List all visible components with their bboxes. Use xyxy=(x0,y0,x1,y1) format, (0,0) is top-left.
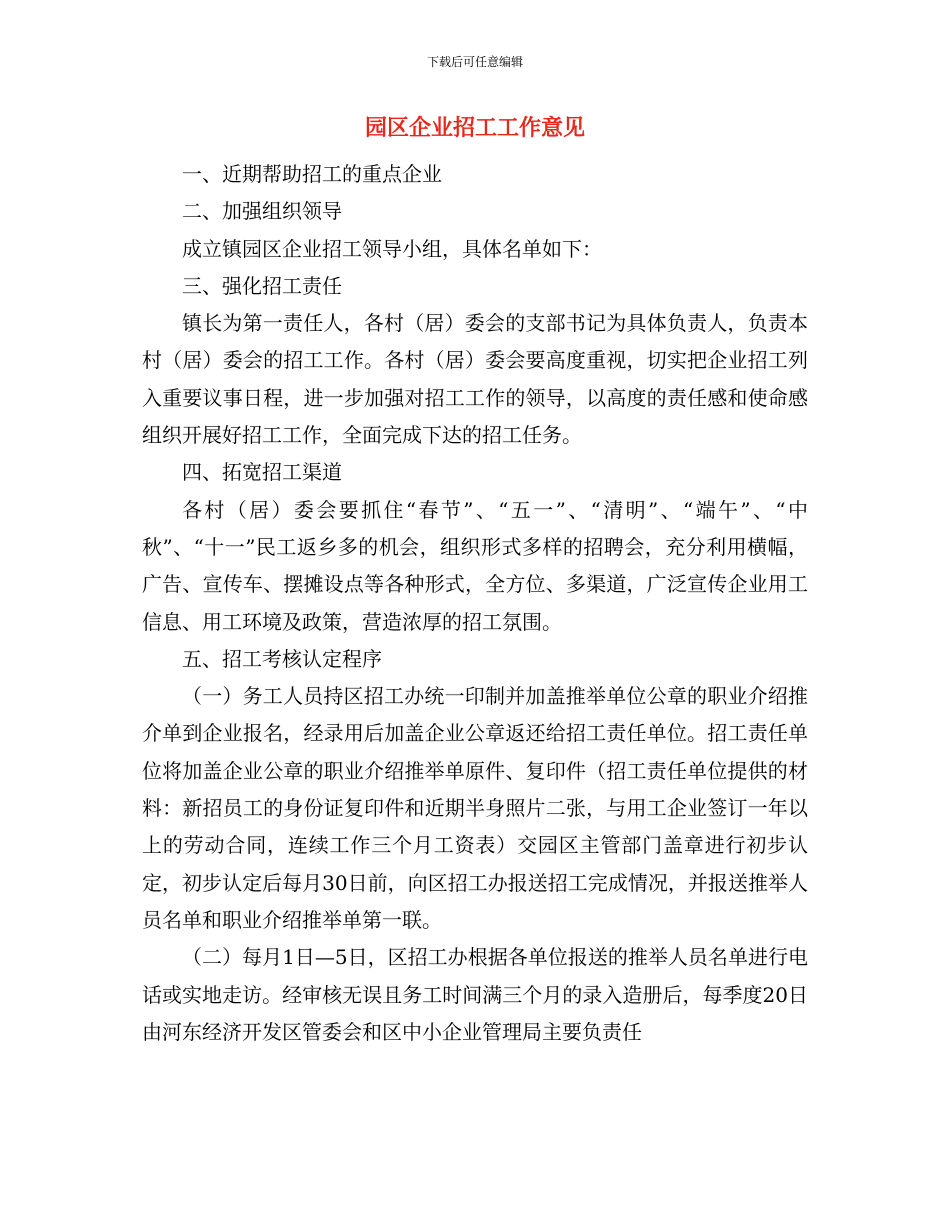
document-body xyxy=(142,156,808,1051)
paragraph-responsibility: 镇长为第一责任人，各村（居）委会的支部书记为具体负责人，负责本村（居）委会的招工工作。各村（居）委会要高度重视，切实把企业招工列入重要议事日程，进一步加强对招工工作的领导，以高度的责任感和使命感组织开展好招工工作，全面完成下达的招工任务。 xyxy=(142,311,808,448)
header-note: 下载后可任意编辑 xyxy=(426,55,523,69)
paragraph-leading-group: 成立镇园区企业招工领导小组，具体名单如下： xyxy=(182,236,602,261)
paragraph-procedure-2: （二）每月1日—5日，区招工办根据各单位报送的推举人员名单进行电话或实地走访。经审核无误且务工时间满三个月的录入造册后，每季度20日由河东经济开发区管委会和区中小企业管理局主要负责任 xyxy=(142,945,808,1044)
heading-assessment-procedure: 五、招工考核认定程序 xyxy=(182,646,382,671)
heading-key-enterprises: 一、近期帮助招工的重点企业 xyxy=(182,162,442,186)
document-title: 园区企业招工工作意见 xyxy=(364,115,585,141)
heading-recruitment-channels: 四、拓宽招工渠道 xyxy=(182,460,342,485)
paragraph-procedure-1: （一）务工人员持区招工办统一印制并加盖推举单位公章的职业介绍推介单到企业报名，经录用后加盖企业公章返还给招工责任单位。招工责任单位将加盖企业公章的职业介绍推举单原件、复印件（招工责任单位提供的材料：新招员工的身份证复印件和近期半身照片二张，与用工企业签订一年以上的劳动合同，连续工作三个月工资表）交园区主管部门盖章进行初步认定，初步认定后每月30日前，向区招工办报送招工完成情况，并报送推举人员名单和职业介绍推举单第一联。 xyxy=(142,684,808,932)
heading-organization-leadership: 二、加强组织领导 xyxy=(182,199,342,224)
heading-recruitment-responsibility: 三、强化招工责任 xyxy=(182,273,342,298)
paragraph-channels: 各村（居）委会要抓住“春节”、“五一”、“清明”、“端午”、“中秋”、“十一”民工返乡多的机会，组织形式多样的招聘会，充分利用横幅，广告、宣传车、摆摊设点等各种形式，全方位、多渠道，广泛宣传企业用工信息、用工环境及政策，营造浓厚的招工氛围。 xyxy=(142,497,808,634)
